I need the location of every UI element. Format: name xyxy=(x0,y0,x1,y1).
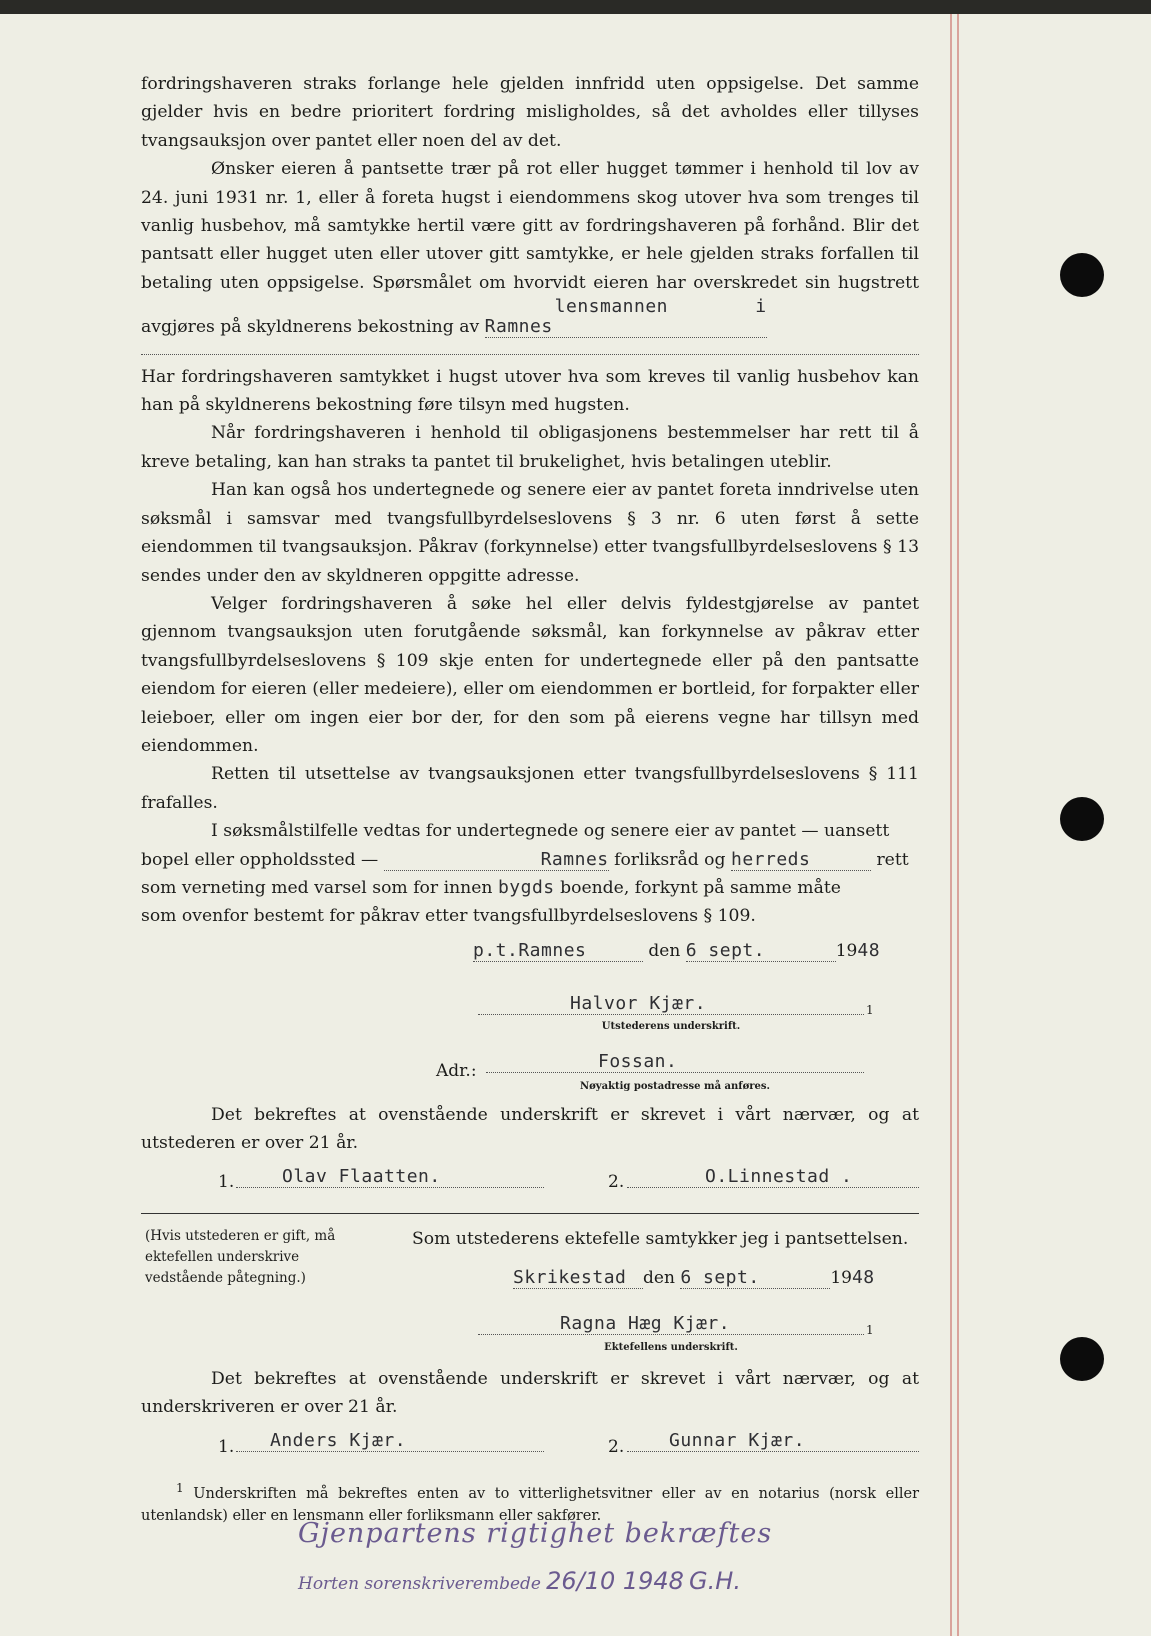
signing-date-line xyxy=(473,940,923,962)
hugst-authority-field xyxy=(485,297,767,338)
court-type-field xyxy=(731,850,871,871)
punch-hole-bottom xyxy=(1060,1337,1104,1381)
section-divider xyxy=(141,1213,919,1214)
local-area-value: bygds xyxy=(497,876,555,898)
issuer-signature: Halvor Kjær. xyxy=(570,993,707,1014)
issuer-signature-footnote-mark: 1 xyxy=(866,1003,874,1017)
witness-2-field xyxy=(627,1166,919,1188)
paragraph-8-text-f: boende, forkynt på samme måte xyxy=(560,877,841,898)
hugst-authority-value: lensmannen i Ramnes xyxy=(484,296,767,338)
paragraph-8-line3 xyxy=(141,874,919,902)
issuer-signature-field xyxy=(478,993,864,1015)
witness-confirmation-2: Det bekreftes at ovenstående underskrift er skrevet i vårt nærvær, og at underskriveren er over 21 år. xyxy=(141,1369,919,1418)
paragraph-8-line1: I søksmålstilfelle vedtas for undertegnede og senere eier av pantet — uansett xyxy=(211,821,890,842)
court-type-value: herreds xyxy=(731,848,811,870)
paragraph-6: Velger fordringshaveren å søke hel eller delvis fyldestgjørelse av pantet gjennom tvangsauksjon uten forutgående søksmål, kan forkynnelse av påkrav etter tvangsfullbyrdelseslovens § 109 skje enten for undertegnede eller på den pantsatte eiendom for eieren (eller medeiere), eller om eiendommen er bortleid, for forpakter eller leieboer, eller om ingen eier bor der, for den som på eierens vegne har tillsyn med eiendommen. xyxy=(141,593,919,756)
spouse-witness-1-field xyxy=(236,1430,544,1452)
spouse-witness-1-number: 1. xyxy=(218,1437,235,1457)
spouse-date-field xyxy=(680,1268,830,1289)
dotted-rule xyxy=(141,342,919,355)
spouse-signature-field xyxy=(478,1313,864,1335)
venue-place-value: Ramnes xyxy=(540,848,609,870)
paragraph-8-text-b: bopel eller oppholdssted — xyxy=(141,849,379,870)
certification-stamp-line1: Gjenpartens rigtighet bekræftes xyxy=(298,1518,773,1549)
spouse-year-suffix: 48 xyxy=(851,1267,875,1288)
certification-stamp-line2 xyxy=(298,1567,741,1595)
witness-1-field xyxy=(236,1166,544,1188)
margin-line-right xyxy=(957,14,959,1636)
margin-line-left xyxy=(950,14,952,1636)
signing-date-field xyxy=(686,941,836,962)
spouse-instruction-note: (Hvis utstederen er gift, må ektefellen underskrive vedstående påtegning.) xyxy=(145,1228,336,1286)
paragraph-4: Når fordringshaveren i henhold til obligasjonens bestemmelser har rett til å kreve betaling, kan han straks ta pantet til brukelighet, hvis betalingen uteblir. xyxy=(141,423,919,472)
paragraph-1: fordringshaveren straks forlange hele gjelden innfridd uten oppsigelse. Det samme gjelder hvis en bedre prioritert fordring misligholdes, så det avholdes eller tillyses tvangsauksjon over pantet eller noen del av det. xyxy=(141,74,919,151)
den-label: den xyxy=(648,941,681,961)
paragraph-7: Retten til utsettelse av tvangsauksjonen etter tvangsfullbyrdelseslovens § 111 frafalles. xyxy=(141,764,919,813)
document-body xyxy=(141,70,919,931)
witness-1-signature: Olav Flaatten. xyxy=(282,1166,441,1187)
paragraph-8-line4: som ovenfor bestemt for påkrav etter tvangsfullbyrdelseslovens § 109. xyxy=(141,906,756,927)
witness-2-number: 2. xyxy=(608,1172,625,1192)
witness-confirmation-1: Det bekreftes at ovenstående underskrift er skrevet i vårt nærvær, og at utstederen er over 21 år. xyxy=(141,1105,919,1154)
paragraph-2-text: Ønsker eieren å pantsette trær på rot eller hugget tømmer i henhold til lov av 24. juni 1931 nr. 1, eller å foreta hugst i eiendommens skog utover hva som trenges til vanlig husbehov, må samtykke hertil være gitt av fordringshaveren på forhånd. Blir det pantsatt eller hugget uten eller utover gitt samtykke, er hele gjelden straks forfallen til betaling uten oppsigelse. Spørsmålet om hvorvidt eieren har overskredet sin hugstrett avgjøres på skyldnerens bekostning av xyxy=(141,159,919,338)
stamp-office: Horten sorenskriverembede xyxy=(298,1574,541,1594)
witness-1-number: 1. xyxy=(218,1172,235,1192)
spouse-witness-2-field xyxy=(627,1430,919,1452)
scan-top-edge xyxy=(0,0,1151,14)
spouse-witness-2-signature: Gunnar Kjær. xyxy=(669,1430,806,1451)
footnote-mark: 1 xyxy=(176,1481,184,1495)
year-suffix: 48 xyxy=(857,940,881,961)
year-prefix: 19 xyxy=(835,941,858,961)
spouse-signature-footnote-mark: 1 xyxy=(866,1323,874,1337)
paragraph-2 xyxy=(141,155,919,341)
punch-hole-top xyxy=(1060,253,1104,297)
paragraph-8-text-c: forliksråd og xyxy=(614,849,726,870)
footnote-text: Underskriften må bekreftes enten av to vitterlighetsvitner eller av en notarius (norsk eller utenlandsk) eller en lensmann eller forliksmann eller sakfører. xyxy=(141,1485,919,1524)
spouse-place-field xyxy=(513,1268,643,1289)
signing-date-value: 6 sept. xyxy=(685,940,766,961)
spouse-signature: Ragna Hæg Kjær. xyxy=(560,1313,731,1334)
punch-hole-middle xyxy=(1060,797,1104,841)
signing-place-value: p.t.Ramnes xyxy=(473,940,587,961)
issuer-signature-caption: Utstederens underskrift. xyxy=(601,1021,741,1032)
paragraph-8-text-e: som verneting med varsel som for innen xyxy=(141,877,493,898)
address-field xyxy=(486,1051,864,1073)
spouse-witness-2-number: 2. xyxy=(608,1437,625,1457)
paragraph-8-line2 xyxy=(141,846,919,874)
address-label: Adr.: xyxy=(436,1061,477,1081)
issuer-address: Fossan. xyxy=(598,1051,678,1072)
spouse-place-value: Skrikestad xyxy=(513,1267,627,1288)
venue-place-field xyxy=(384,850,609,871)
address-caption: Nøyaktig postadresse må anføres. xyxy=(579,1081,771,1092)
stamp-initials: G.H. xyxy=(689,1567,741,1595)
witness-2-signature: O.Linnestad . xyxy=(705,1166,853,1187)
stamp-date-handwritten: 26/10 1948 xyxy=(546,1567,684,1595)
spouse-consent-text: Som utstederens ektefelle samtykker jeg i pantsettelsen. xyxy=(412,1229,909,1249)
spouse-date-line xyxy=(513,1267,923,1289)
spouse-witness-1-signature: Anders Kjær. xyxy=(270,1430,407,1451)
paragraph-3: Har fordringshaveren samtykket i hugst utover hva som kreves til vanlig husbehov kan han på skyldnerens bekostning føre tilsyn med hugsten. xyxy=(141,366,919,416)
spouse-signature-caption: Ektefellens underskrift. xyxy=(604,1342,738,1353)
paragraph-8-text-d: rett xyxy=(876,849,909,870)
paragraph-5: Han kan også hos undertegnede og senere eier av pantet foreta inndrivelse uten søksmål i samsvar med tvangsfullbyrdelseslovens § 3 nr. 6 uten først å sette eiendommen til tvangsauksjon. Påkrav (forkynnelse) etter tvangsfullbyrdelseslovens § 13 sendes under den av skyldneren oppgitte adresse. xyxy=(141,480,919,586)
signing-place-field xyxy=(473,941,643,962)
spouse-year-prefix: 19 xyxy=(830,1268,852,1288)
spouse-den-label: den xyxy=(643,1268,675,1288)
spouse-date-value: 6 sept. xyxy=(680,1267,760,1288)
